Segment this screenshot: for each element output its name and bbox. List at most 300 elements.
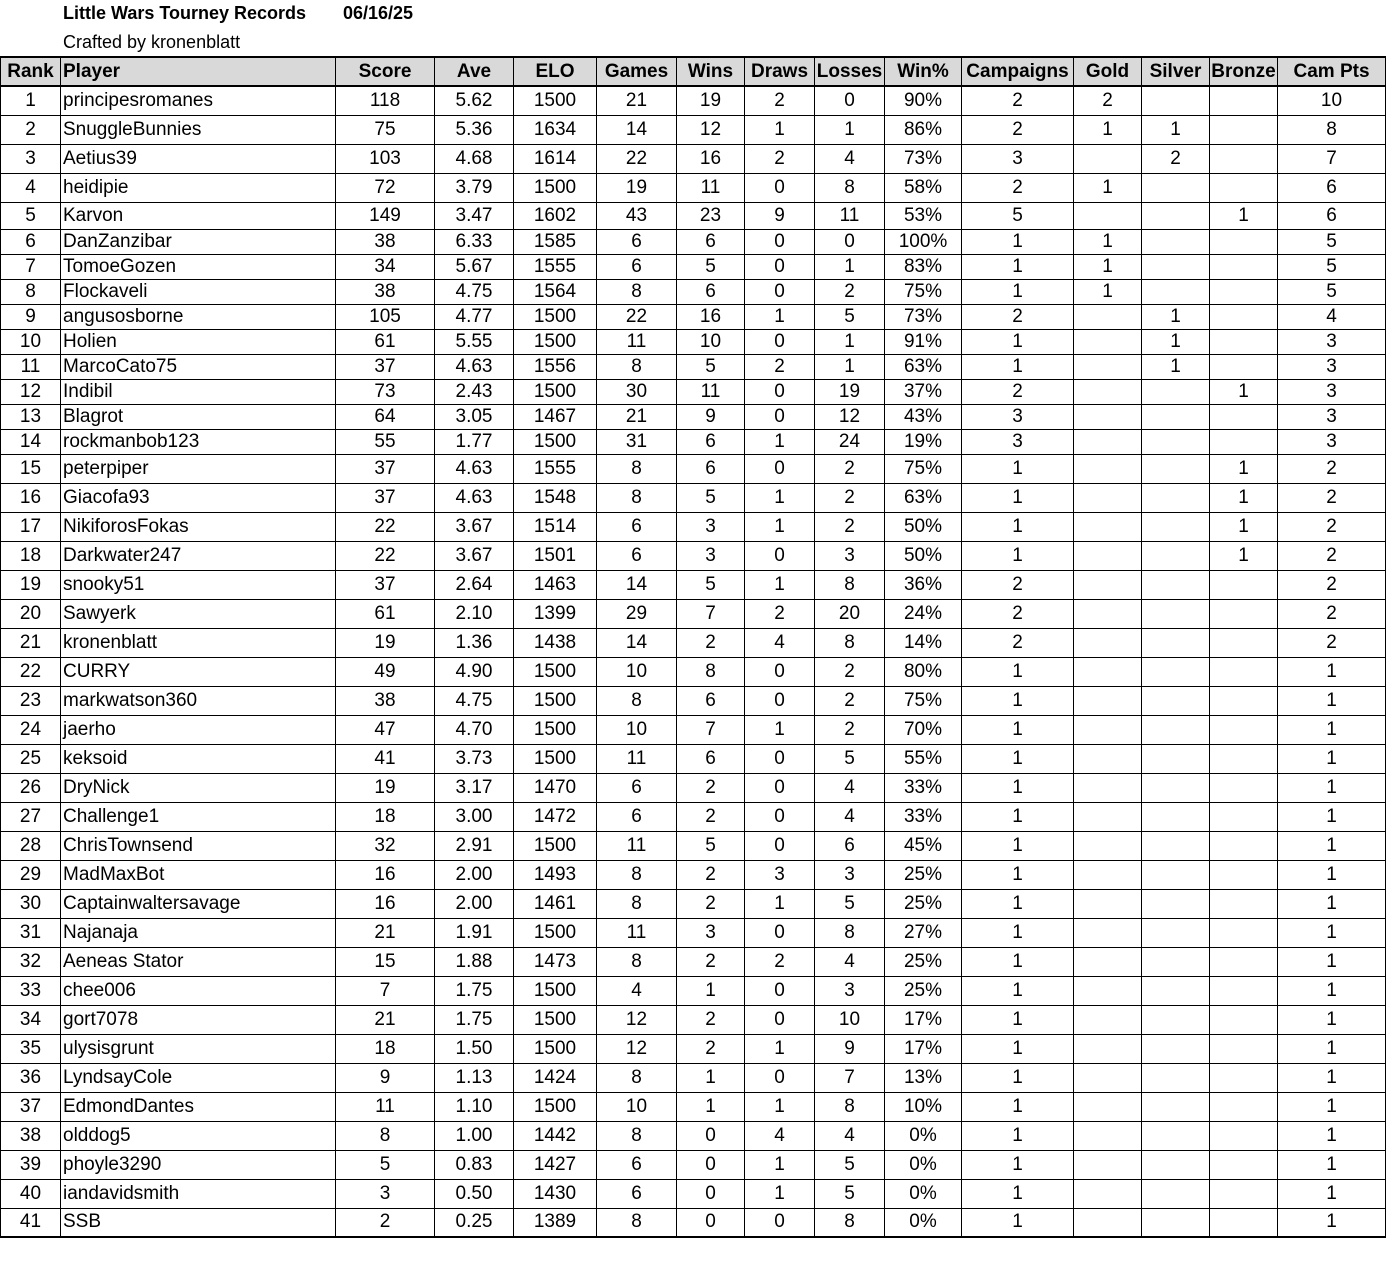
cell-silver — [1142, 1150, 1210, 1179]
cell-bronze — [1210, 1063, 1278, 1092]
table-row — [1, 454, 1386, 483]
cell-silver — [1142, 454, 1210, 483]
cell-bronze — [1210, 115, 1278, 144]
cell-bronze: 1 — [1210, 454, 1278, 483]
cell-silver: 2 — [1142, 144, 1210, 173]
cell-campaigns: 1 — [962, 483, 1074, 512]
cell-losses: 2 — [815, 483, 885, 512]
cell-bronze — [1210, 802, 1278, 831]
cell-score: 15 — [336, 947, 435, 976]
cell-wins: 5 — [677, 570, 745, 599]
cell-rank: 26 — [1, 773, 61, 802]
cell-losses: 5 — [815, 1179, 885, 1208]
cell-gold — [1074, 429, 1142, 454]
cell-silver — [1142, 512, 1210, 541]
cell-losses: 3 — [815, 976, 885, 1005]
cell-losses: 5 — [815, 889, 885, 918]
cell-games: 8 — [597, 860, 677, 889]
cell-silver — [1142, 976, 1210, 1005]
table-row — [1, 947, 1386, 976]
cell-player: SSB — [61, 1208, 336, 1237]
cell-gold — [1074, 744, 1142, 773]
cell-cam-pts: 6 — [1278, 173, 1386, 202]
cell-player: phoyle3290 — [61, 1150, 336, 1179]
cell-losses: 2 — [815, 454, 885, 483]
cell-cam-pts: 2 — [1278, 512, 1386, 541]
cell-win-pct: 43% — [885, 404, 962, 429]
cell-draws: 1 — [745, 1150, 815, 1179]
cell-campaigns: 2 — [962, 379, 1074, 404]
cell-ave: 4.90 — [435, 657, 514, 686]
cell-rank: 27 — [1, 802, 61, 831]
cell-bronze — [1210, 279, 1278, 304]
cell-games: 8 — [597, 1208, 677, 1237]
column-header-bronze: Bronze — [1210, 57, 1278, 86]
cell-player: jaerho — [61, 715, 336, 744]
cell-draws: 4 — [745, 628, 815, 657]
cell-win-pct: 36% — [885, 570, 962, 599]
cell-win-pct: 33% — [885, 802, 962, 831]
cell-rank: 9 — [1, 304, 61, 329]
cell-campaigns: 5 — [962, 202, 1074, 229]
cell-draws: 0 — [745, 802, 815, 831]
cell-win-pct: 10% — [885, 1092, 962, 1121]
cell-losses: 5 — [815, 1150, 885, 1179]
cell-ave: 3.67 — [435, 541, 514, 570]
cell-wins: 0 — [677, 1179, 745, 1208]
cell-score: 16 — [336, 889, 435, 918]
cell-games: 11 — [597, 831, 677, 860]
cell-games: 30 — [597, 379, 677, 404]
cell-games: 14 — [597, 115, 677, 144]
cell-elo: 1424 — [514, 1063, 597, 1092]
column-header-losses: Losses — [815, 57, 885, 86]
cell-cam-pts: 2 — [1278, 454, 1386, 483]
table-row — [1, 229, 1386, 254]
cell-games: 22 — [597, 144, 677, 173]
cell-ave: 1.10 — [435, 1092, 514, 1121]
cell-player: Aetius39 — [61, 144, 336, 173]
cell-score: 37 — [336, 483, 435, 512]
cell-games: 14 — [597, 628, 677, 657]
cell-silver: 1 — [1142, 304, 1210, 329]
cell-bronze — [1210, 1179, 1278, 1208]
cell-cam-pts: 2 — [1278, 570, 1386, 599]
cell-games: 4 — [597, 976, 677, 1005]
cell-score: 22 — [336, 512, 435, 541]
cell-losses: 4 — [815, 1121, 885, 1150]
cell-ave: 4.68 — [435, 144, 514, 173]
cell-elo: 1493 — [514, 860, 597, 889]
cell-draws: 0 — [745, 541, 815, 570]
cell-campaigns: 2 — [962, 570, 1074, 599]
cell-bronze — [1210, 657, 1278, 686]
cell-ave: 5.36 — [435, 115, 514, 144]
cell-win-pct: 19% — [885, 429, 962, 454]
cell-rank: 38 — [1, 1121, 61, 1150]
cell-games: 11 — [597, 918, 677, 947]
cell-player: TomoeGozen — [61, 254, 336, 279]
cell-draws: 0 — [745, 254, 815, 279]
cell-gold — [1074, 628, 1142, 657]
cell-cam-pts: 1 — [1278, 773, 1386, 802]
cell-win-pct: 25% — [885, 860, 962, 889]
cell-bronze — [1210, 570, 1278, 599]
cell-bronze — [1210, 831, 1278, 860]
cell-silver — [1142, 744, 1210, 773]
cell-win-pct: 0% — [885, 1121, 962, 1150]
cell-cam-pts: 1 — [1278, 1092, 1386, 1121]
table-row — [1, 918, 1386, 947]
cell-games: 8 — [597, 454, 677, 483]
table-row — [1, 429, 1386, 454]
cell-games: 22 — [597, 304, 677, 329]
cell-cam-pts: 1 — [1278, 947, 1386, 976]
cell-draws: 2 — [745, 144, 815, 173]
table-row — [1, 541, 1386, 570]
cell-games: 6 — [597, 541, 677, 570]
cell-draws: 0 — [745, 657, 815, 686]
cell-cam-pts: 1 — [1278, 860, 1386, 889]
cell-wins: 2 — [677, 802, 745, 831]
cell-wins: 5 — [677, 354, 745, 379]
cell-ave: 0.83 — [435, 1150, 514, 1179]
column-header-rank: Rank — [1, 57, 61, 86]
cell-ave: 1.00 — [435, 1121, 514, 1150]
table-row — [1, 860, 1386, 889]
cell-campaigns: 1 — [962, 1034, 1074, 1063]
table-row — [1, 686, 1386, 715]
cell-draws: 0 — [745, 329, 815, 354]
cell-gold — [1074, 329, 1142, 354]
cell-games: 6 — [597, 802, 677, 831]
cell-bronze: 1 — [1210, 512, 1278, 541]
cell-player: Blagrot — [61, 404, 336, 429]
cell-wins: 3 — [677, 918, 745, 947]
cell-campaigns: 1 — [962, 947, 1074, 976]
cell-ave: 1.77 — [435, 429, 514, 454]
cell-games: 6 — [597, 1179, 677, 1208]
cell-player: angusosborne — [61, 304, 336, 329]
table-row — [1, 773, 1386, 802]
cell-gold — [1074, 354, 1142, 379]
cell-cam-pts: 3 — [1278, 329, 1386, 354]
cell-draws: 1 — [745, 512, 815, 541]
cell-rank: 5 — [1, 202, 61, 229]
cell-rank: 23 — [1, 686, 61, 715]
cell-wins: 2 — [677, 1005, 745, 1034]
cell-draws: 4 — [745, 1121, 815, 1150]
cell-elo: 1500 — [514, 173, 597, 202]
cell-wins: 16 — [677, 304, 745, 329]
cell-campaigns: 1 — [962, 686, 1074, 715]
cell-bronze — [1210, 1121, 1278, 1150]
cell-player: chee006 — [61, 976, 336, 1005]
cell-rank: 22 — [1, 657, 61, 686]
table-row — [1, 1063, 1386, 1092]
table-row — [1, 512, 1386, 541]
cell-gold — [1074, 1208, 1142, 1237]
cell-gold — [1074, 1121, 1142, 1150]
cell-silver — [1142, 1034, 1210, 1063]
cell-losses: 8 — [815, 1208, 885, 1237]
cell-games: 29 — [597, 599, 677, 628]
cell-rank: 33 — [1, 976, 61, 1005]
cell-player: Holien — [61, 329, 336, 354]
column-header-ave: Ave — [435, 57, 514, 86]
cell-silver — [1142, 657, 1210, 686]
cell-silver — [1142, 686, 1210, 715]
cell-wins: 5 — [677, 483, 745, 512]
cell-rank: 39 — [1, 1150, 61, 1179]
cell-draws: 0 — [745, 404, 815, 429]
cell-bronze — [1210, 429, 1278, 454]
cell-elo: 1500 — [514, 1092, 597, 1121]
cell-score: 2 — [336, 1208, 435, 1237]
cell-ave: 2.10 — [435, 599, 514, 628]
cell-campaigns: 1 — [962, 254, 1074, 279]
cell-rank: 4 — [1, 173, 61, 202]
cell-win-pct: 25% — [885, 947, 962, 976]
cell-silver: 1 — [1142, 115, 1210, 144]
cell-draws: 1 — [745, 1092, 815, 1121]
cell-score: 64 — [336, 404, 435, 429]
cell-score: 41 — [336, 744, 435, 773]
cell-silver — [1142, 802, 1210, 831]
cell-games: 10 — [597, 1092, 677, 1121]
cell-draws: 1 — [745, 429, 815, 454]
cell-ave: 0.25 — [435, 1208, 514, 1237]
cell-games: 6 — [597, 1150, 677, 1179]
cell-games: 12 — [597, 1034, 677, 1063]
cell-rank: 8 — [1, 279, 61, 304]
cell-wins: 16 — [677, 144, 745, 173]
cell-player: principesromanes — [61, 86, 336, 115]
cell-bronze — [1210, 329, 1278, 354]
cell-score: 103 — [336, 144, 435, 173]
cell-elo: 1472 — [514, 802, 597, 831]
cell-campaigns: 2 — [962, 599, 1074, 628]
cell-losses: 20 — [815, 599, 885, 628]
table-row — [1, 173, 1386, 202]
table-row — [1, 599, 1386, 628]
cell-silver — [1142, 541, 1210, 570]
cell-score: 11 — [336, 1092, 435, 1121]
cell-games: 19 — [597, 173, 677, 202]
cell-campaigns: 3 — [962, 144, 1074, 173]
cell-win-pct: 90% — [885, 86, 962, 115]
cell-elo: 1500 — [514, 1005, 597, 1034]
cell-score: 5 — [336, 1150, 435, 1179]
cell-score: 149 — [336, 202, 435, 229]
cell-wins: 3 — [677, 541, 745, 570]
cell-player: DanZanzibar — [61, 229, 336, 254]
cell-wins: 6 — [677, 229, 745, 254]
cell-campaigns: 1 — [962, 512, 1074, 541]
column-header-silver: Silver — [1142, 57, 1210, 86]
cell-player: Najanaja — [61, 918, 336, 947]
cell-cam-pts: 1 — [1278, 831, 1386, 860]
cell-elo: 1399 — [514, 599, 597, 628]
cell-gold — [1074, 454, 1142, 483]
cell-rank: 20 — [1, 599, 61, 628]
table-row — [1, 329, 1386, 354]
cell-rank: 3 — [1, 144, 61, 173]
cell-gold — [1074, 1150, 1142, 1179]
cell-rank: 15 — [1, 454, 61, 483]
cell-bronze — [1210, 628, 1278, 657]
table-row — [1, 628, 1386, 657]
cell-campaigns: 1 — [962, 744, 1074, 773]
cell-gold — [1074, 889, 1142, 918]
cell-games: 10 — [597, 715, 677, 744]
cell-draws: 0 — [745, 173, 815, 202]
cell-losses: 9 — [815, 1034, 885, 1063]
cell-silver — [1142, 889, 1210, 918]
cell-ave: 5.55 — [435, 329, 514, 354]
cell-win-pct: 63% — [885, 354, 962, 379]
cell-ave: 1.91 — [435, 918, 514, 947]
cell-draws: 1 — [745, 304, 815, 329]
cell-bronze — [1210, 889, 1278, 918]
cell-gold: 2 — [1074, 86, 1142, 115]
cell-silver — [1142, 570, 1210, 599]
cell-games: 43 — [597, 202, 677, 229]
cell-campaigns: 1 — [962, 1121, 1074, 1150]
cell-campaigns: 1 — [962, 1092, 1074, 1121]
cell-gold — [1074, 599, 1142, 628]
cell-win-pct: 53% — [885, 202, 962, 229]
cell-wins: 1 — [677, 1063, 745, 1092]
cell-losses: 19 — [815, 379, 885, 404]
cell-bronze — [1210, 229, 1278, 254]
cell-wins: 1 — [677, 976, 745, 1005]
cell-elo: 1602 — [514, 202, 597, 229]
cell-draws: 1 — [745, 1179, 815, 1208]
cell-gold — [1074, 202, 1142, 229]
cell-draws: 0 — [745, 744, 815, 773]
cell-elo: 1500 — [514, 657, 597, 686]
cell-gold — [1074, 144, 1142, 173]
table-row — [1, 354, 1386, 379]
cell-cam-pts: 1 — [1278, 1121, 1386, 1150]
cell-player: EdmondDantes — [61, 1092, 336, 1121]
cell-gold — [1074, 570, 1142, 599]
cell-win-pct: 86% — [885, 115, 962, 144]
cell-score: 7 — [336, 976, 435, 1005]
cell-campaigns: 1 — [962, 1208, 1074, 1237]
cell-rank: 28 — [1, 831, 61, 860]
cell-losses: 2 — [815, 657, 885, 686]
cell-silver — [1142, 599, 1210, 628]
table-row — [1, 1034, 1386, 1063]
table-row — [1, 404, 1386, 429]
cell-draws: 1 — [745, 1034, 815, 1063]
cell-rank: 13 — [1, 404, 61, 429]
cell-cam-pts: 6 — [1278, 202, 1386, 229]
cell-wins: 1 — [677, 1092, 745, 1121]
table-row — [1, 144, 1386, 173]
records-body — [1, 86, 1386, 1237]
cell-win-pct: 100% — [885, 229, 962, 254]
cell-draws: 0 — [745, 918, 815, 947]
cell-elo: 1555 — [514, 454, 597, 483]
cell-cam-pts: 4 — [1278, 304, 1386, 329]
cell-bronze — [1210, 686, 1278, 715]
cell-player: olddog5 — [61, 1121, 336, 1150]
cell-gold: 1 — [1074, 254, 1142, 279]
cell-score: 19 — [336, 773, 435, 802]
cell-win-pct: 70% — [885, 715, 962, 744]
cell-draws: 0 — [745, 454, 815, 483]
cell-games: 21 — [597, 404, 677, 429]
cell-silver — [1142, 229, 1210, 254]
table-row — [1, 1208, 1386, 1237]
cell-cam-pts: 1 — [1278, 802, 1386, 831]
cell-wins: 11 — [677, 173, 745, 202]
cell-draws: 2 — [745, 86, 815, 115]
cell-player: SnuggleBunnies — [61, 115, 336, 144]
cell-losses: 8 — [815, 918, 885, 947]
cell-ave: 4.63 — [435, 483, 514, 512]
cell-win-pct: 0% — [885, 1150, 962, 1179]
cell-games: 8 — [597, 1121, 677, 1150]
cell-draws: 0 — [745, 976, 815, 1005]
cell-score: 47 — [336, 715, 435, 744]
cell-score: 37 — [336, 570, 435, 599]
cell-gold — [1074, 802, 1142, 831]
cell-rank: 19 — [1, 570, 61, 599]
cell-wins: 2 — [677, 860, 745, 889]
cell-silver — [1142, 379, 1210, 404]
table-row — [1, 254, 1386, 279]
cell-wins: 0 — [677, 1150, 745, 1179]
cell-ave: 3.73 — [435, 744, 514, 773]
cell-campaigns: 1 — [962, 889, 1074, 918]
cell-elo: 1500 — [514, 86, 597, 115]
cell-bronze: 1 — [1210, 483, 1278, 512]
page-title: Little Wars Tourney Records — [63, 3, 307, 23]
table-row — [1, 304, 1386, 329]
column-header-cam-pts: Cam Pts — [1278, 57, 1386, 86]
cell-silver — [1142, 404, 1210, 429]
cell-wins: 2 — [677, 889, 745, 918]
cell-cam-pts: 2 — [1278, 599, 1386, 628]
cell-cam-pts: 3 — [1278, 379, 1386, 404]
cell-bronze: 1 — [1210, 541, 1278, 570]
cell-elo: 1500 — [514, 329, 597, 354]
cell-bronze — [1210, 773, 1278, 802]
cell-losses: 4 — [815, 802, 885, 831]
cell-losses: 8 — [815, 173, 885, 202]
cell-losses: 8 — [815, 1092, 885, 1121]
cell-losses: 8 — [815, 628, 885, 657]
cell-cam-pts: 5 — [1278, 229, 1386, 254]
cell-elo: 1500 — [514, 379, 597, 404]
cell-score: 18 — [336, 802, 435, 831]
cell-cam-pts: 5 — [1278, 254, 1386, 279]
column-header-draws: Draws — [745, 57, 815, 86]
cell-player: Giacofa93 — [61, 483, 336, 512]
cell-score: 72 — [336, 173, 435, 202]
cell-losses: 11 — [815, 202, 885, 229]
cell-bronze — [1210, 354, 1278, 379]
cell-player: Indibil — [61, 379, 336, 404]
cell-win-pct: 58% — [885, 173, 962, 202]
cell-campaigns: 2 — [962, 628, 1074, 657]
cell-gold — [1074, 1005, 1142, 1034]
cell-draws: 1 — [745, 115, 815, 144]
